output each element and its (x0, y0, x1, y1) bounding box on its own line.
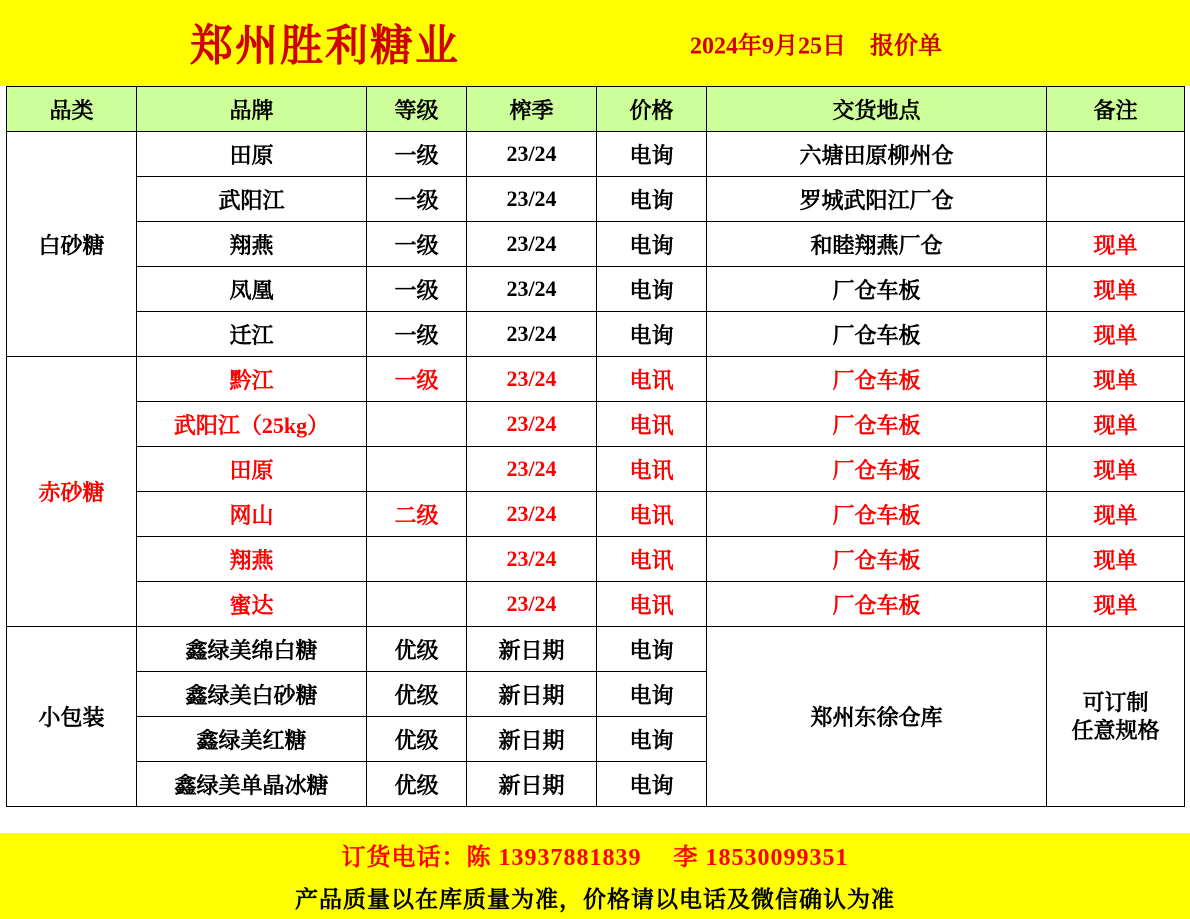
grade-cell: 二级 (367, 492, 467, 537)
note-cell: 现单 (1047, 357, 1185, 402)
table-row (7, 267, 1185, 312)
brand-cell: 鑫绿美单晶冰糖 (137, 762, 367, 807)
note-cell: 现单 (1047, 582, 1185, 627)
grade-cell (367, 402, 467, 447)
price-table (6, 86, 1185, 807)
place-cell: 厂仓车板 (707, 492, 1047, 537)
table-row (7, 582, 1185, 627)
note-cell: 现单 (1047, 267, 1185, 312)
table-row (7, 222, 1185, 267)
quality-note-text: 产品质量以在库质量为准，价格请以电话及微信确认为准 (295, 887, 895, 912)
header-banner (0, 0, 1190, 86)
price-cell: 电询 (597, 312, 707, 357)
table-row (7, 402, 1185, 447)
price-cell: 电询 (597, 672, 707, 717)
price-cell: 电询 (597, 267, 707, 312)
grade-cell: 优级 (367, 672, 467, 717)
grade-cell (367, 582, 467, 627)
season-cell: 23/24 (467, 492, 597, 537)
season-cell: 新日期 (467, 717, 597, 762)
grade-cell: 优级 (367, 717, 467, 762)
quote-date-title: 2024年9月25日 报价单 (690, 33, 942, 60)
brand-cell: 田原 (137, 447, 367, 492)
footer (0, 825, 1190, 919)
season-cell: 23/24 (467, 447, 597, 492)
price-cell: 电询 (597, 717, 707, 762)
season-cell: 新日期 (467, 762, 597, 807)
note-cell: 现单 (1047, 222, 1185, 267)
note-cell (1047, 177, 1185, 222)
column-header-price: 价格 (597, 87, 707, 132)
price-cell: 电讯 (597, 402, 707, 447)
table-header-row (7, 87, 1185, 132)
grade-cell: 一级 (367, 312, 467, 357)
quality-note-row (0, 876, 1190, 919)
grade-cell: 一级 (367, 222, 467, 267)
note-line-2: 任意规格 (1071, 717, 1160, 743)
order-phone-text: 订货电话：陈 13937881839 李 18530099351 (341, 845, 849, 871)
season-cell: 23/24 (467, 177, 597, 222)
brand-cell: 鑫绿美绵白糖 (137, 627, 367, 672)
brand-cell: 田原 (137, 132, 367, 177)
footer-spacer (0, 825, 1190, 833)
price-cell: 电讯 (597, 492, 707, 537)
grade-cell: 一级 (367, 132, 467, 177)
note-cell-merged (1047, 627, 1185, 807)
category-cell-brown-sugar: 赤砂糖 (7, 357, 137, 627)
price-cell: 电讯 (597, 537, 707, 582)
grade-cell: 一级 (367, 267, 467, 312)
season-cell: 23/24 (467, 312, 597, 357)
note-line-1: 可订制 (1082, 690, 1149, 715)
price-table-wrapper (0, 86, 1190, 825)
column-header-place: 交货地点 (707, 87, 1047, 132)
place-cell: 和睦翔燕厂仓 (707, 222, 1047, 267)
column-header-season: 榨季 (467, 87, 597, 132)
brand-cell: 蜜达 (137, 582, 367, 627)
place-cell: 厂仓车板 (707, 447, 1047, 492)
place-cell: 厂仓车板 (707, 312, 1047, 357)
season-cell: 23/24 (467, 357, 597, 402)
season-cell: 23/24 (467, 222, 597, 267)
brand-cell: 鑫绿美红糖 (137, 717, 367, 762)
price-cell: 电讯 (597, 357, 707, 402)
brand-cell: 迁江 (137, 312, 367, 357)
table-row (7, 492, 1185, 537)
place-cell: 厂仓车板 (707, 402, 1047, 447)
note-cell: 现单 (1047, 492, 1185, 537)
season-cell: 23/24 (467, 267, 597, 312)
table-body (7, 132, 1185, 807)
order-phone-row (0, 833, 1190, 876)
table-row (7, 627, 1185, 672)
table-header (7, 87, 1185, 132)
category-cell-white-sugar: 白砂糖 (7, 132, 137, 357)
table-row (7, 132, 1185, 177)
note-cell: 现单 (1047, 312, 1185, 357)
season-cell: 23/24 (467, 132, 597, 177)
column-header-note: 备注 (1047, 87, 1185, 132)
column-header-grade: 等级 (367, 87, 467, 132)
price-cell: 电询 (597, 222, 707, 267)
note-cell: 现单 (1047, 402, 1185, 447)
price-cell: 电讯 (597, 582, 707, 627)
grade-cell (367, 537, 467, 582)
season-cell: 23/24 (467, 402, 597, 447)
price-cell: 电询 (597, 627, 707, 672)
brand-cell: 武阳江 (137, 177, 367, 222)
season-cell: 23/24 (467, 537, 597, 582)
grade-cell: 一级 (367, 177, 467, 222)
brand-cell: 鑫绿美白砂糖 (137, 672, 367, 717)
brand-cell: 凤凰 (137, 267, 367, 312)
column-header-category: 品类 (7, 87, 137, 132)
table-row (7, 312, 1185, 357)
note-cell (1047, 132, 1185, 177)
grade-cell: 优级 (367, 762, 467, 807)
table-row (7, 447, 1185, 492)
price-cell: 电讯 (597, 447, 707, 492)
price-cell: 电询 (597, 177, 707, 222)
brand-cell: 翔燕 (137, 222, 367, 267)
note-cell: 现单 (1047, 447, 1185, 492)
season-cell: 新日期 (467, 627, 597, 672)
grade-cell (367, 447, 467, 492)
column-header-brand: 品牌 (137, 87, 367, 132)
season-cell: 23/24 (467, 582, 597, 627)
place-cell: 厂仓车板 (707, 357, 1047, 402)
place-cell: 厂仓车板 (707, 537, 1047, 582)
table-row (7, 357, 1185, 402)
brand-cell: 武阳江（25kg） (137, 402, 367, 447)
place-cell: 厂仓车板 (707, 267, 1047, 312)
table-row (7, 177, 1185, 222)
brand-cell: 翔燕 (137, 537, 367, 582)
season-cell: 新日期 (467, 672, 597, 717)
category-cell-small-package: 小包装 (7, 627, 137, 807)
company-title: 郑州胜利糖业 (190, 23, 460, 71)
brand-cell: 网山 (137, 492, 367, 537)
place-cell-merged: 郑州东徐仓库 (707, 627, 1047, 807)
note-cell: 现单 (1047, 537, 1185, 582)
price-cell: 电询 (597, 762, 707, 807)
place-cell: 罗城武阳江厂仓 (707, 177, 1047, 222)
price-cell: 电询 (597, 132, 707, 177)
brand-cell: 黔江 (137, 357, 367, 402)
place-cell: 六塘田原柳州仓 (707, 132, 1047, 177)
place-cell: 厂仓车板 (707, 582, 1047, 627)
table-row (7, 537, 1185, 582)
grade-cell: 一级 (367, 357, 467, 402)
grade-cell: 优级 (367, 627, 467, 672)
